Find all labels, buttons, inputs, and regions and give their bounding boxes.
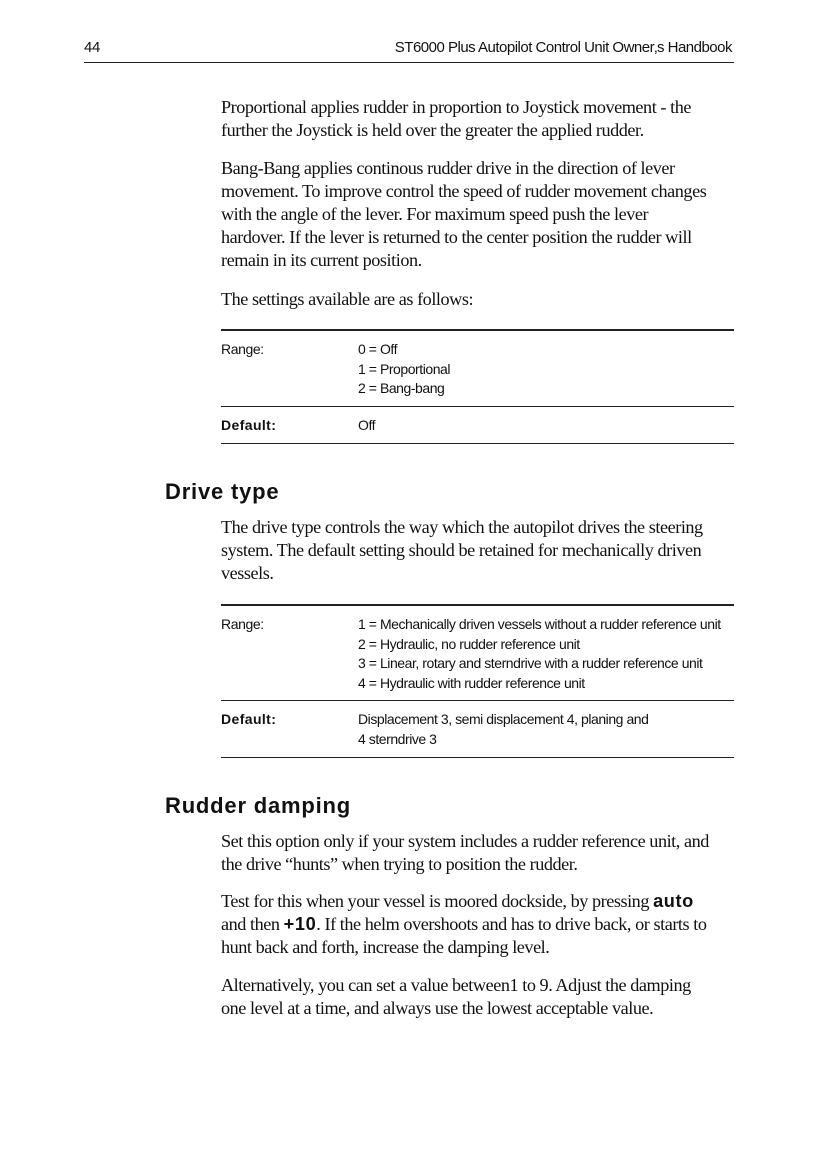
text-line: remain in its current position. bbox=[221, 250, 422, 270]
rudder-damping-paragraph-1 bbox=[221, 830, 736, 876]
text-line: movement. To improve control the speed of rudder movement changes bbox=[221, 181, 707, 201]
text-line bbox=[221, 890, 736, 913]
range-value: 0 = Off bbox=[358, 341, 398, 357]
text-line: Bang-Bang applies continous rudder drive in the direction of lever bbox=[221, 158, 675, 178]
proportional-paragraph bbox=[221, 96, 736, 142]
settings-intro: The settings available are as follows: bbox=[221, 289, 474, 309]
text-line: further the Joystick is held over the greater the applied rudder. bbox=[221, 120, 644, 140]
text-line: hardover. If the lever is returned to the center position the rudder will bbox=[221, 227, 692, 247]
table1-mid-rule bbox=[221, 406, 734, 407]
header-rule bbox=[84, 62, 734, 63]
table2-top-rule bbox=[221, 604, 734, 606]
table2-mid-rule bbox=[221, 700, 734, 701]
text-line: system. The default setting should be retained for mechanically driven bbox=[221, 540, 702, 560]
default-line: 4 sterndrive 3 bbox=[358, 730, 437, 747]
text-span: . If the helm overshoots and has to drive back, or starts to bbox=[316, 914, 707, 934]
text-line: Alternatively, you can set a value between1 to 9. Adjust the damping bbox=[221, 975, 691, 995]
range-value: 1 = Mechanically driven vessels without a rudder reference unit bbox=[358, 616, 721, 632]
table2-range-label: Range: bbox=[221, 616, 264, 632]
rudder-damping-heading: Rudder damping bbox=[165, 793, 351, 818]
table2-default-label: Default: bbox=[221, 711, 277, 727]
table2-range-values bbox=[358, 615, 721, 693]
range-value: 3 = Linear, rotary and sterndrive with a rudder reference unit bbox=[358, 655, 703, 671]
table1-range-label: Range: bbox=[221, 341, 264, 357]
text-line: with the angle of the lever. For maximum speed push the lever bbox=[221, 204, 649, 224]
auto-key-label: auto bbox=[653, 891, 694, 911]
table1-default-value: Off bbox=[358, 417, 376, 433]
running-title: ST6000 Plus Autopilot Control Unit Owner‚s Handbook bbox=[394, 39, 732, 56]
text-span: Test for this when your vessel is moored dockside, by pressing bbox=[221, 891, 649, 911]
rudder-damping-paragraph-3 bbox=[221, 974, 736, 1020]
text-line: vessels. bbox=[221, 563, 274, 583]
table1-top-rule bbox=[221, 329, 734, 331]
text-line: Set this option only if your system includes a rudder reference unit, and bbox=[221, 831, 709, 851]
text-line: one level at a time, and always use the lowest acceptable value. bbox=[221, 998, 654, 1018]
text-line: the drive “hunts” when trying to position the rudder. bbox=[221, 854, 578, 874]
drive-type-paragraph bbox=[221, 516, 736, 585]
default-line: Displacement 3, semi displacement 4, planing and bbox=[358, 711, 649, 727]
plus10-key-label: +10 bbox=[283, 914, 317, 934]
range-value: 1 = Proportional bbox=[358, 360, 451, 377]
range-value: 2 = Bang-bang bbox=[358, 380, 445, 396]
bang-bang-paragraph bbox=[221, 157, 736, 272]
text-span: and then bbox=[221, 914, 280, 934]
table1-bottom-rule bbox=[221, 443, 734, 444]
text-line bbox=[221, 913, 736, 936]
table2-bottom-rule bbox=[221, 757, 734, 758]
table1-range-values bbox=[358, 340, 450, 399]
text-line: Proportional applies rudder in proportion to Joystick movement - the bbox=[221, 97, 691, 117]
range-value: 4 = Hydraulic with rudder reference unit bbox=[358, 674, 585, 691]
rudder-damping-paragraph-2 bbox=[221, 890, 736, 959]
page-number: 44 bbox=[84, 39, 101, 56]
text-line: The drive type controls the way which the autopilot drives the steering bbox=[221, 517, 703, 537]
table1-default-label: Default: bbox=[221, 417, 277, 433]
drive-type-heading: Drive type bbox=[165, 479, 280, 504]
range-value: 2 = Hydraulic, no rudder reference unit bbox=[358, 635, 580, 652]
text-line: hunt back and forth, increase the damping level. bbox=[221, 937, 550, 957]
table2-default-value bbox=[358, 710, 648, 749]
